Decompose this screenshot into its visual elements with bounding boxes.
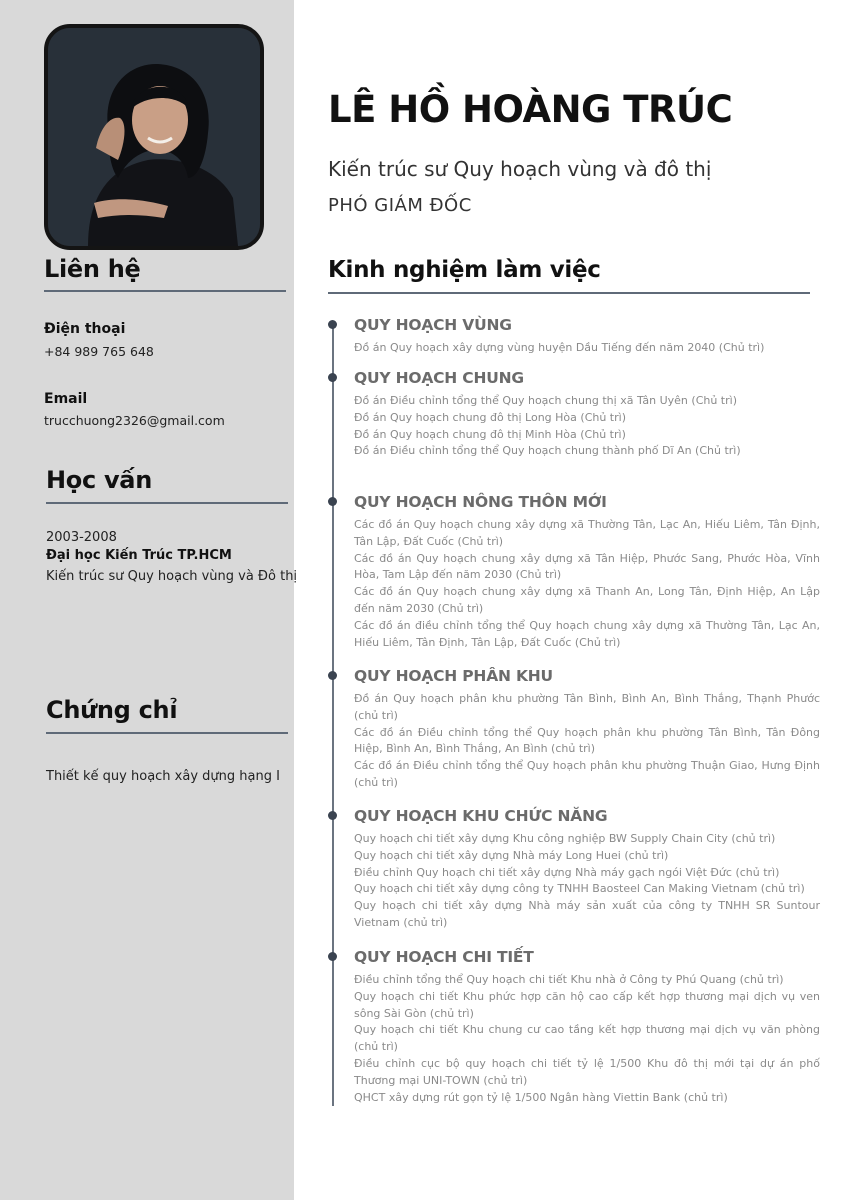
experience-item: Điều chỉnh tổng thể Quy hoạch chi tiết Khu nhà ở Công ty Phú Quang (chủ trì) [354,973,784,986]
experience-item: Điều chỉnh cục bộ quy hoạch chi tiết tỷ lệ 1/500 Khu đô thị mới tại dự án phố Thương mại UNI-TOWN (chủ trì) [354,1056,820,1087]
education-major: Kiến trúc sư Quy hoạch vùng và Đô thị [46,569,298,584]
experience-item: Quy hoạch chi tiết Khu chung cư cao tầng kết hợp thương mại dịch vụ văn phòng (chủ trì) [354,1023,820,1054]
profile-photo [44,24,264,250]
experience-heading: Kinh nghiệm làm việc [328,257,601,283]
experience-section-title: QUY HOẠCH KHU CHỨC NĂNG [354,807,608,825]
email-value: trucchuong2326@gmail.com [44,413,225,428]
experience-item: Các đồ án Quy hoạch chung xây dựng xã Tân Hiệp, Phước Sang, Phước Hòa, Vĩnh Hòa, Tam Lập đến năm 2030 (Chủ trì) [354,551,820,582]
job-position: PHÓ GIÁM ĐỐC [328,195,472,216]
education-divider [46,502,288,504]
timeline-line [332,326,334,1106]
phone-label: Điện thoại [44,321,126,337]
portrait-image [48,28,260,246]
timeline-dot [328,320,337,329]
experience-item: Các đồ án Điều chỉnh tổng thể Quy hoạch phân khu phường Tân Bình, Tân Đông Hiệp, Bình An, Bình Thắng, An Bình (chủ trì) [354,725,820,756]
experience-item: Các đồ án điều chỉnh tổng thể Quy hoạch chung xây dựng xã Thường Tân, Lạc An, Hiếu Liêm, Tân Định, Tân Lập, Đất Cuốc (Chủ trì) [354,618,820,649]
experience-item: Quy hoạch chi tiết xây dựng Nhà máy sản xuất của công ty TNHH SR Suntour Vietnam (chủ trì) [354,899,820,929]
experience-item: Các đồ án Điều chỉnh tổng thể Quy hoạch phân khu phường Thuận Giao, Hưng Định (chủ trì) [354,759,820,789]
certificates-heading: Chứng chỉ [46,696,178,724]
timeline-dot [328,497,337,506]
contact-heading: Liên hệ [44,255,141,283]
experience-item: Quy hoạch chi tiết xây dựng Khu công nghiệp BW Supply Chain City (chủ trì) [354,832,776,845]
experience-section [354,316,820,357]
experience-section [354,807,820,932]
experience-item: Đồ án Quy hoạch phân khu phường Tân Bình, Bình An, Bình Thắng, Thạnh Phước (chủ trì) [354,692,820,722]
experience-item: Đồ án Quy hoạch chung đô thị Long Hòa (Chủ trì) [354,410,626,424]
experience-item: Điều chỉnh Quy hoạch chi tiết xây dựng Nhà máy gạch ngói Việt Đức (chủ trì) [354,865,780,879]
experience-section [354,948,820,1106]
experience-section-title: QUY HOẠCH CHI TIẾT [354,948,534,966]
experience-item: Đồ án Quy hoạch xây dựng vùng huyện Dầu Tiếng đến năm 2040 (Chủ trì) [354,341,765,354]
full-name: LÊ HỒ HOÀNG TRÚC [328,88,733,131]
timeline-dot [328,671,337,680]
experience-item: Các đồ án Quy hoạch chung xây dựng xã Thanh An, Long Tân, Định Hiệp, An Lập đến năm 2030 (Chủ trì) [354,585,820,615]
experience-section [354,369,820,460]
timeline-dot [328,811,337,820]
certificates-divider [46,732,288,734]
email-label: Email [44,391,88,407]
job-title: Kiến trúc sư Quy hoạch vùng và đô thị [328,157,712,181]
experience-section-title: QUY HOẠCH NÔNG THÔN MỚI [354,493,607,511]
experience-item: Các đồ án Quy hoạch chung xây dựng xã Thường Tân, Lạc An, Hiếu Liêm, Tân Định, Tân Lập, Đất Cuốc (Chủ trì) [354,518,820,548]
experience-section-title: QUY HOẠCH CHUNG [354,369,524,387]
timeline-dot [328,952,337,961]
experience-section-title: QUY HOẠCH PHÂN KHU [354,667,553,685]
experience-section-title: QUY HOẠCH VÙNG [354,316,512,334]
contact-divider [44,290,286,292]
certificate-item: Thiết kế quy hoạch xây dựng hạng I [46,769,280,784]
experience-item: Quy hoạch chi tiết Khu phức hợp căn hộ cao cấp kết hợp thương mại dịch vụ ven sông Sài Gòn (chủ trì) [354,989,820,1020]
experience-item: Quy hoạch chi tiết xây dựng Nhà máy Long Huei (chủ trì) [354,848,669,862]
experience-item: Đồ án Điều chỉnh tổng thể Quy hoạch chung thị xã Tân Uyên (Chủ trì) [354,394,737,407]
education-heading: Học vấn [46,466,152,494]
experience-section [354,493,820,651]
timeline-dot [328,373,337,382]
experience-item: QHCT xây dựng rút gọn tỷ lệ 1/500 Ngân hàng Viettin Bank (chủ trì) [354,1090,728,1104]
experience-item: Đồ án Điều chỉnh tổng thể Quy hoạch chung thành phố Dĩ An (Chủ trì) [354,444,741,458]
experience-item: Đồ án Quy hoạch chung đô thị Minh Hòa (Chủ trì) [354,427,626,441]
experience-section [354,667,820,792]
phone-value: +84 989 765 648 [44,344,154,359]
education-years: 2003-2008 [46,530,117,545]
experience-divider [328,292,810,294]
experience-item: Quy hoạch chi tiết xây dựng công ty TNHH Baosteel Can Making Vietnam (chủ trì) [354,882,805,896]
education-school: Đại học Kiến Trúc TP.HCM [46,548,232,563]
